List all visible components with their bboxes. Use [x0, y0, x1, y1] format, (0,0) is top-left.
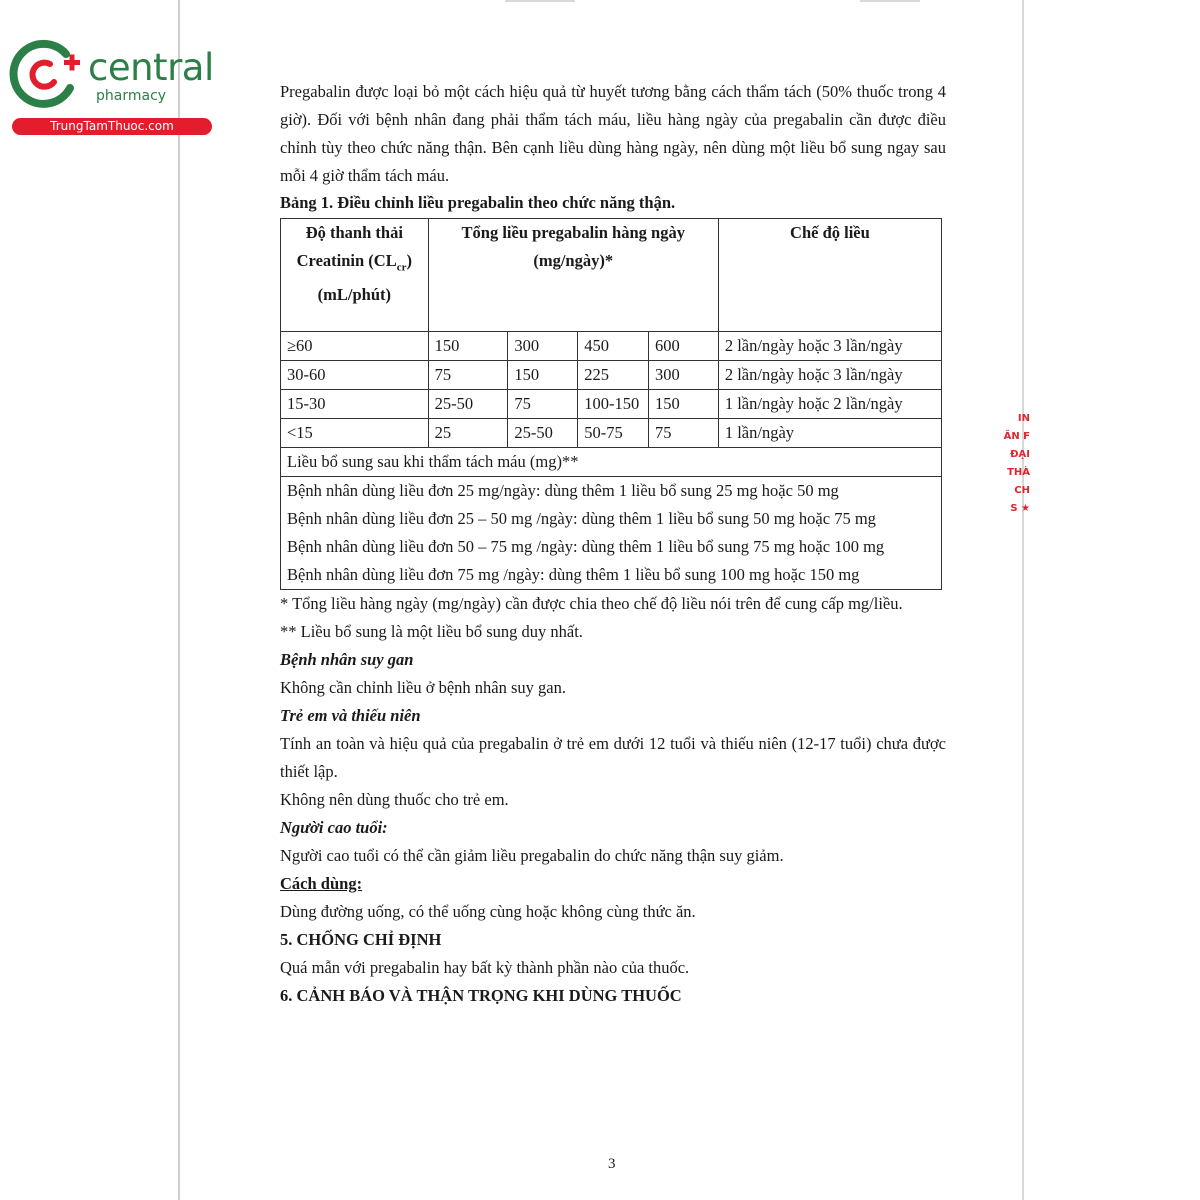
- supplement-header-row: Liều bổ sung sau khi thẩm tách máu (mg)**: [281, 448, 942, 477]
- scan-mark: [860, 0, 920, 2]
- page-number: 3: [608, 1156, 616, 1172]
- red-stamp-fragment: IN ĂN F ĐẠI THÀ CH S ★: [1003, 413, 1030, 514]
- logo-c-icon: [8, 38, 88, 113]
- intro-paragraph: Pregabalin được loại bỏ một cách hiệu quả từ huyết tương bằng cách thẩm tách (50% thuốc trong 4 giờ). Đối với bệnh nhân đang phải thẩm tách máu, liều hàng ngày của pregabalin cần được điều chỉnh tùy theo chức năng thận. Bên cạnh liều dùng hàng ngày, nên dùng một liều bổ sung ngay sau mỗi 4 giờ thẩm tách máu.: [280, 82, 946, 185]
- supplement-line: Bệnh nhân dùng liều đơn 75 mg /ngày: dùng thêm 1 liều bổ sung 100 mg hoặc 150 mg: [287, 565, 860, 584]
- elderly-heading: Người cao tuổi:: [280, 818, 388, 837]
- footnote-1: * Tổng liều hàng ngày (mg/ngày) cần được chia theo chế độ liều nói trên để cung cấp mg/liều.: [280, 594, 903, 613]
- hepatic-text: Không cần chỉnh liều ở bệnh nhân suy gan.: [280, 678, 566, 697]
- table-row: ≥60 150 300 450 600 2 lần/ngày hoặc 3 lần/ngày: [281, 332, 942, 361]
- children-text: Tính an toàn và hiệu quả của pregabalin ở trẻ em dưới 12 tuổi và thiếu niên (12-17 tuổi) chưa được thiết lập.: [280, 734, 946, 781]
- table-header-row: [281, 219, 942, 332]
- table-row: 15-30 25-50 75 100-150 150 1 lần/ngày hoặc 2 lần/ngày: [281, 390, 942, 419]
- header-daily-dose: Tổng liều pregabalin hàng ngày (mg/ngày)*: [428, 219, 718, 332]
- scan-edge-right: [1022, 0, 1024, 1200]
- elderly-text: Người cao tuổi có thể cần giảm liều pregabalin do chức năng thận suy giảm.: [280, 846, 784, 865]
- table-row: <15 25 25-50 50-75 75 1 lần/ngày: [281, 419, 942, 448]
- hepatic-heading: Bệnh nhân suy gan: [280, 650, 414, 669]
- section-6-heading: 6. CẢNH BÁO VÀ THẬN TRỌNG KHI DÙNG THUỐC: [280, 986, 682, 1005]
- logo-name: central: [88, 46, 214, 89]
- usage-heading: Cách dùng:: [280, 874, 363, 893]
- children-heading: Trẻ em và thiếu niên: [280, 706, 421, 725]
- supplement-line: Bệnh nhân dùng liều đơn 25 mg/ngày: dùng thêm 1 liều bổ sung 25 mg hoặc 50 mg: [287, 481, 839, 500]
- header-clearance: Độ thanh thải Creatinin $(CL_{cr})$ (mL/phút): [281, 219, 429, 332]
- dose-adjustment-table: [280, 218, 942, 590]
- scan-mark: [505, 0, 575, 2]
- section-5-text: Quá mẫn với pregabalin hay bất kỳ thành phần nào của thuốc.: [280, 958, 690, 977]
- section-5-heading: 5. CHỐNG CHỈ ĐỊNH: [280, 930, 442, 949]
- header-regimen: Chế độ liều: [718, 219, 941, 332]
- usage-text: Dùng đường uống, có thể uống cùng hoặc không cùng thức ăn.: [280, 902, 696, 921]
- central-pharmacy-logo[interactable]: [8, 38, 218, 138]
- footnote-2: ** Liều bổ sung là một liều bổ sung duy nhất.: [280, 622, 583, 641]
- supplement-line: Bệnh nhân dùng liều đơn 50 – 75 mg /ngày: dùng thêm 1 liều bổ sung 75 mg hoặc 100 mg: [287, 537, 885, 556]
- children-text-2: Không nên dùng thuốc cho trẻ em.: [280, 790, 509, 809]
- scan-edge-left: [178, 0, 180, 1200]
- document-body: [280, 78, 946, 1010]
- supplement-detail-row: [281, 477, 942, 590]
- table-row: 30-60 75 150 225 300 2 lần/ngày hoặc 3 lần/ngày: [281, 361, 942, 390]
- logo-url[interactable]: TrungTamThuoc.com: [12, 118, 212, 135]
- logo-subtitle: pharmacy: [96, 88, 167, 104]
- supplement-line: Bệnh nhân dùng liều đơn 25 – 50 mg /ngày: dùng thêm 1 liều bổ sung 50 mg hoặc 75 mg: [287, 509, 876, 528]
- table-title: Bảng 1. Điều chỉnh liều pregabalin theo chức năng thận.: [280, 193, 676, 212]
